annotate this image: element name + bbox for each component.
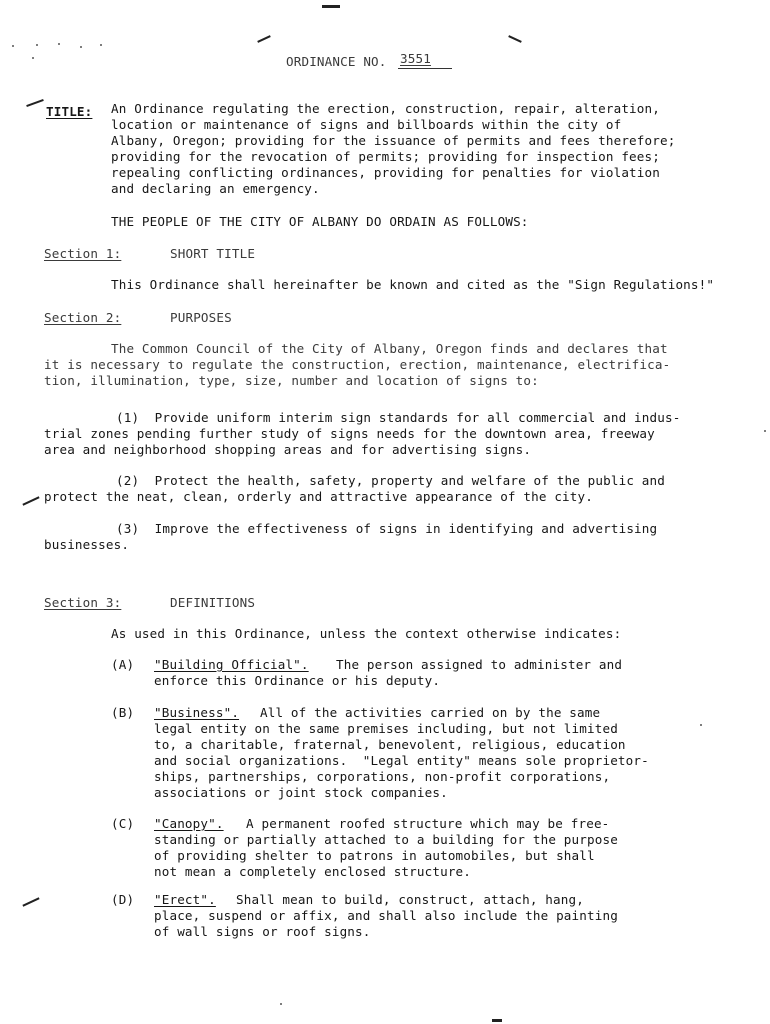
scan-mark xyxy=(22,897,39,906)
def-a-line-1: The person assigned to administer and xyxy=(336,657,623,672)
def-b-line-4: and social organizations. "Legal entity" means sole proprietor- xyxy=(154,753,649,768)
ordain-clause: THE PEOPLE OF THE CITY OF ALBANY DO ORDAIN AS FOLLOWS: xyxy=(111,214,529,229)
purpose-1-line-2: trial zones pending further study of signs needs for the downtown area, freeway xyxy=(44,426,655,441)
scan-speck xyxy=(700,724,702,726)
section-2-label: Section 2: xyxy=(44,310,122,325)
def-a-line-2: enforce this Ordinance or his deputy. xyxy=(154,673,441,688)
def-b-line-1: All of the activities carried on by the same xyxy=(260,705,601,720)
def-d-line-3: of wall signs or roof signs. xyxy=(154,924,371,939)
def-a-term: "Building Official". xyxy=(154,657,309,672)
def-b-line-6: associations or joint stock companies. xyxy=(154,785,448,800)
ordinance-number: 3551 xyxy=(400,51,431,66)
def-d-term: "Erect". xyxy=(154,892,216,907)
section-1-heading: SHORT TITLE xyxy=(170,246,256,261)
scan-speck xyxy=(280,1003,282,1005)
section-1-text: This Ordinance shall hereinafter be known and cited as the "Sign Regulations!" xyxy=(111,277,715,292)
purpose-1-line-1: (1) Provide uniform interim sign standards for all commercial and indus- xyxy=(116,410,681,425)
section-2-heading: PURPOSES xyxy=(170,310,232,325)
def-d-marker: (D) xyxy=(111,892,135,907)
def-b-line-5: ships, partnerships, corporations, non-profit corporations, xyxy=(154,769,611,784)
scan-mark xyxy=(508,35,522,43)
def-c-line-4: not mean a completely enclosed structure. xyxy=(154,864,472,879)
purpose-3-line-1: (3) Improve the effectiveness of signs in identifying and advertising xyxy=(116,521,658,536)
section-1-label: Section 1: xyxy=(44,246,122,261)
title-line-6: and declaring an emergency. xyxy=(111,181,320,196)
def-b-line-2: legal entity on the same premises including, but not limited xyxy=(154,721,618,736)
def-b-line-3: to, a charitable, fraternal, benevolent, religious, education xyxy=(154,737,626,752)
def-c-line-2: standing or partially attached to a building for the purpose xyxy=(154,832,618,847)
def-d-line-1: Shall mean to build, construct, attach, hang, xyxy=(236,892,584,907)
def-c-line-3: of providing shelter to patrons in automobiles, but shall xyxy=(154,848,595,863)
number-underline xyxy=(398,68,452,69)
title-line-1: An Ordinance regulating the erection, construction, repair, alteration, xyxy=(111,101,660,116)
purpose-2-line-2: protect the neat, clean, orderly and attractive appearance of the city. xyxy=(44,489,593,504)
purpose-1-line-3: area and neighborhood shopping areas and for advertising signs. xyxy=(44,442,532,457)
def-b-marker: (B) xyxy=(111,705,135,720)
scan-mark xyxy=(257,35,271,43)
scan-speck xyxy=(36,44,38,46)
scan-speck xyxy=(80,46,82,48)
scan-speck xyxy=(58,43,60,45)
section-3-label: Section 3: xyxy=(44,595,122,610)
title-line-4: providing for the revocation of permits; providing for inspection fees; xyxy=(111,149,660,164)
def-a-marker: (A) xyxy=(111,657,135,672)
title-label: TITLE: xyxy=(46,104,93,119)
section-2-intro-3: tion, illumination, type, size, number and location of signs to: xyxy=(44,373,539,388)
ordinance-label: ORDINANCE NO. xyxy=(286,54,387,69)
def-c-line-1: A permanent roofed structure which may be free- xyxy=(246,816,610,831)
def-d-line-2: place, suspend or affix, and shall also include the painting xyxy=(154,908,618,923)
scan-speck xyxy=(32,57,34,59)
scan-mark xyxy=(22,496,39,505)
purpose-2-line-1: (2) Protect the health, safety, property and welfare of the public and xyxy=(116,473,665,488)
title-line-2: location or maintenance of signs and billboards within the city of xyxy=(111,117,622,132)
section-2-intro-1: The Common Council of the City of Albany, Oregon finds and declares that xyxy=(111,341,668,356)
section-3-intro: As used in this Ordinance, unless the context otherwise indicates: xyxy=(111,626,622,641)
def-c-term: "Canopy". xyxy=(154,816,224,831)
scan-mark xyxy=(492,1019,502,1022)
def-c-marker: (C) xyxy=(111,816,135,831)
scan-speck xyxy=(12,45,14,47)
section-2-intro-2: it is necessary to regulate the construction, erection, maintenance, electrifica- xyxy=(44,357,671,372)
purpose-3-line-2: businesses. xyxy=(44,537,130,552)
scan-speck xyxy=(100,44,102,46)
scan-mark xyxy=(322,5,340,8)
title-line-5: repealing conflicting ordinances, providing for penalties for violation xyxy=(111,165,660,180)
title-line-3: Albany, Oregon; providing for the issuance of permits and fees therefore; xyxy=(111,133,676,148)
def-b-term: "Business". xyxy=(154,705,240,720)
section-3-heading: DEFINITIONS xyxy=(170,595,256,610)
scan-speck xyxy=(764,430,766,432)
scan-mark xyxy=(26,99,44,107)
